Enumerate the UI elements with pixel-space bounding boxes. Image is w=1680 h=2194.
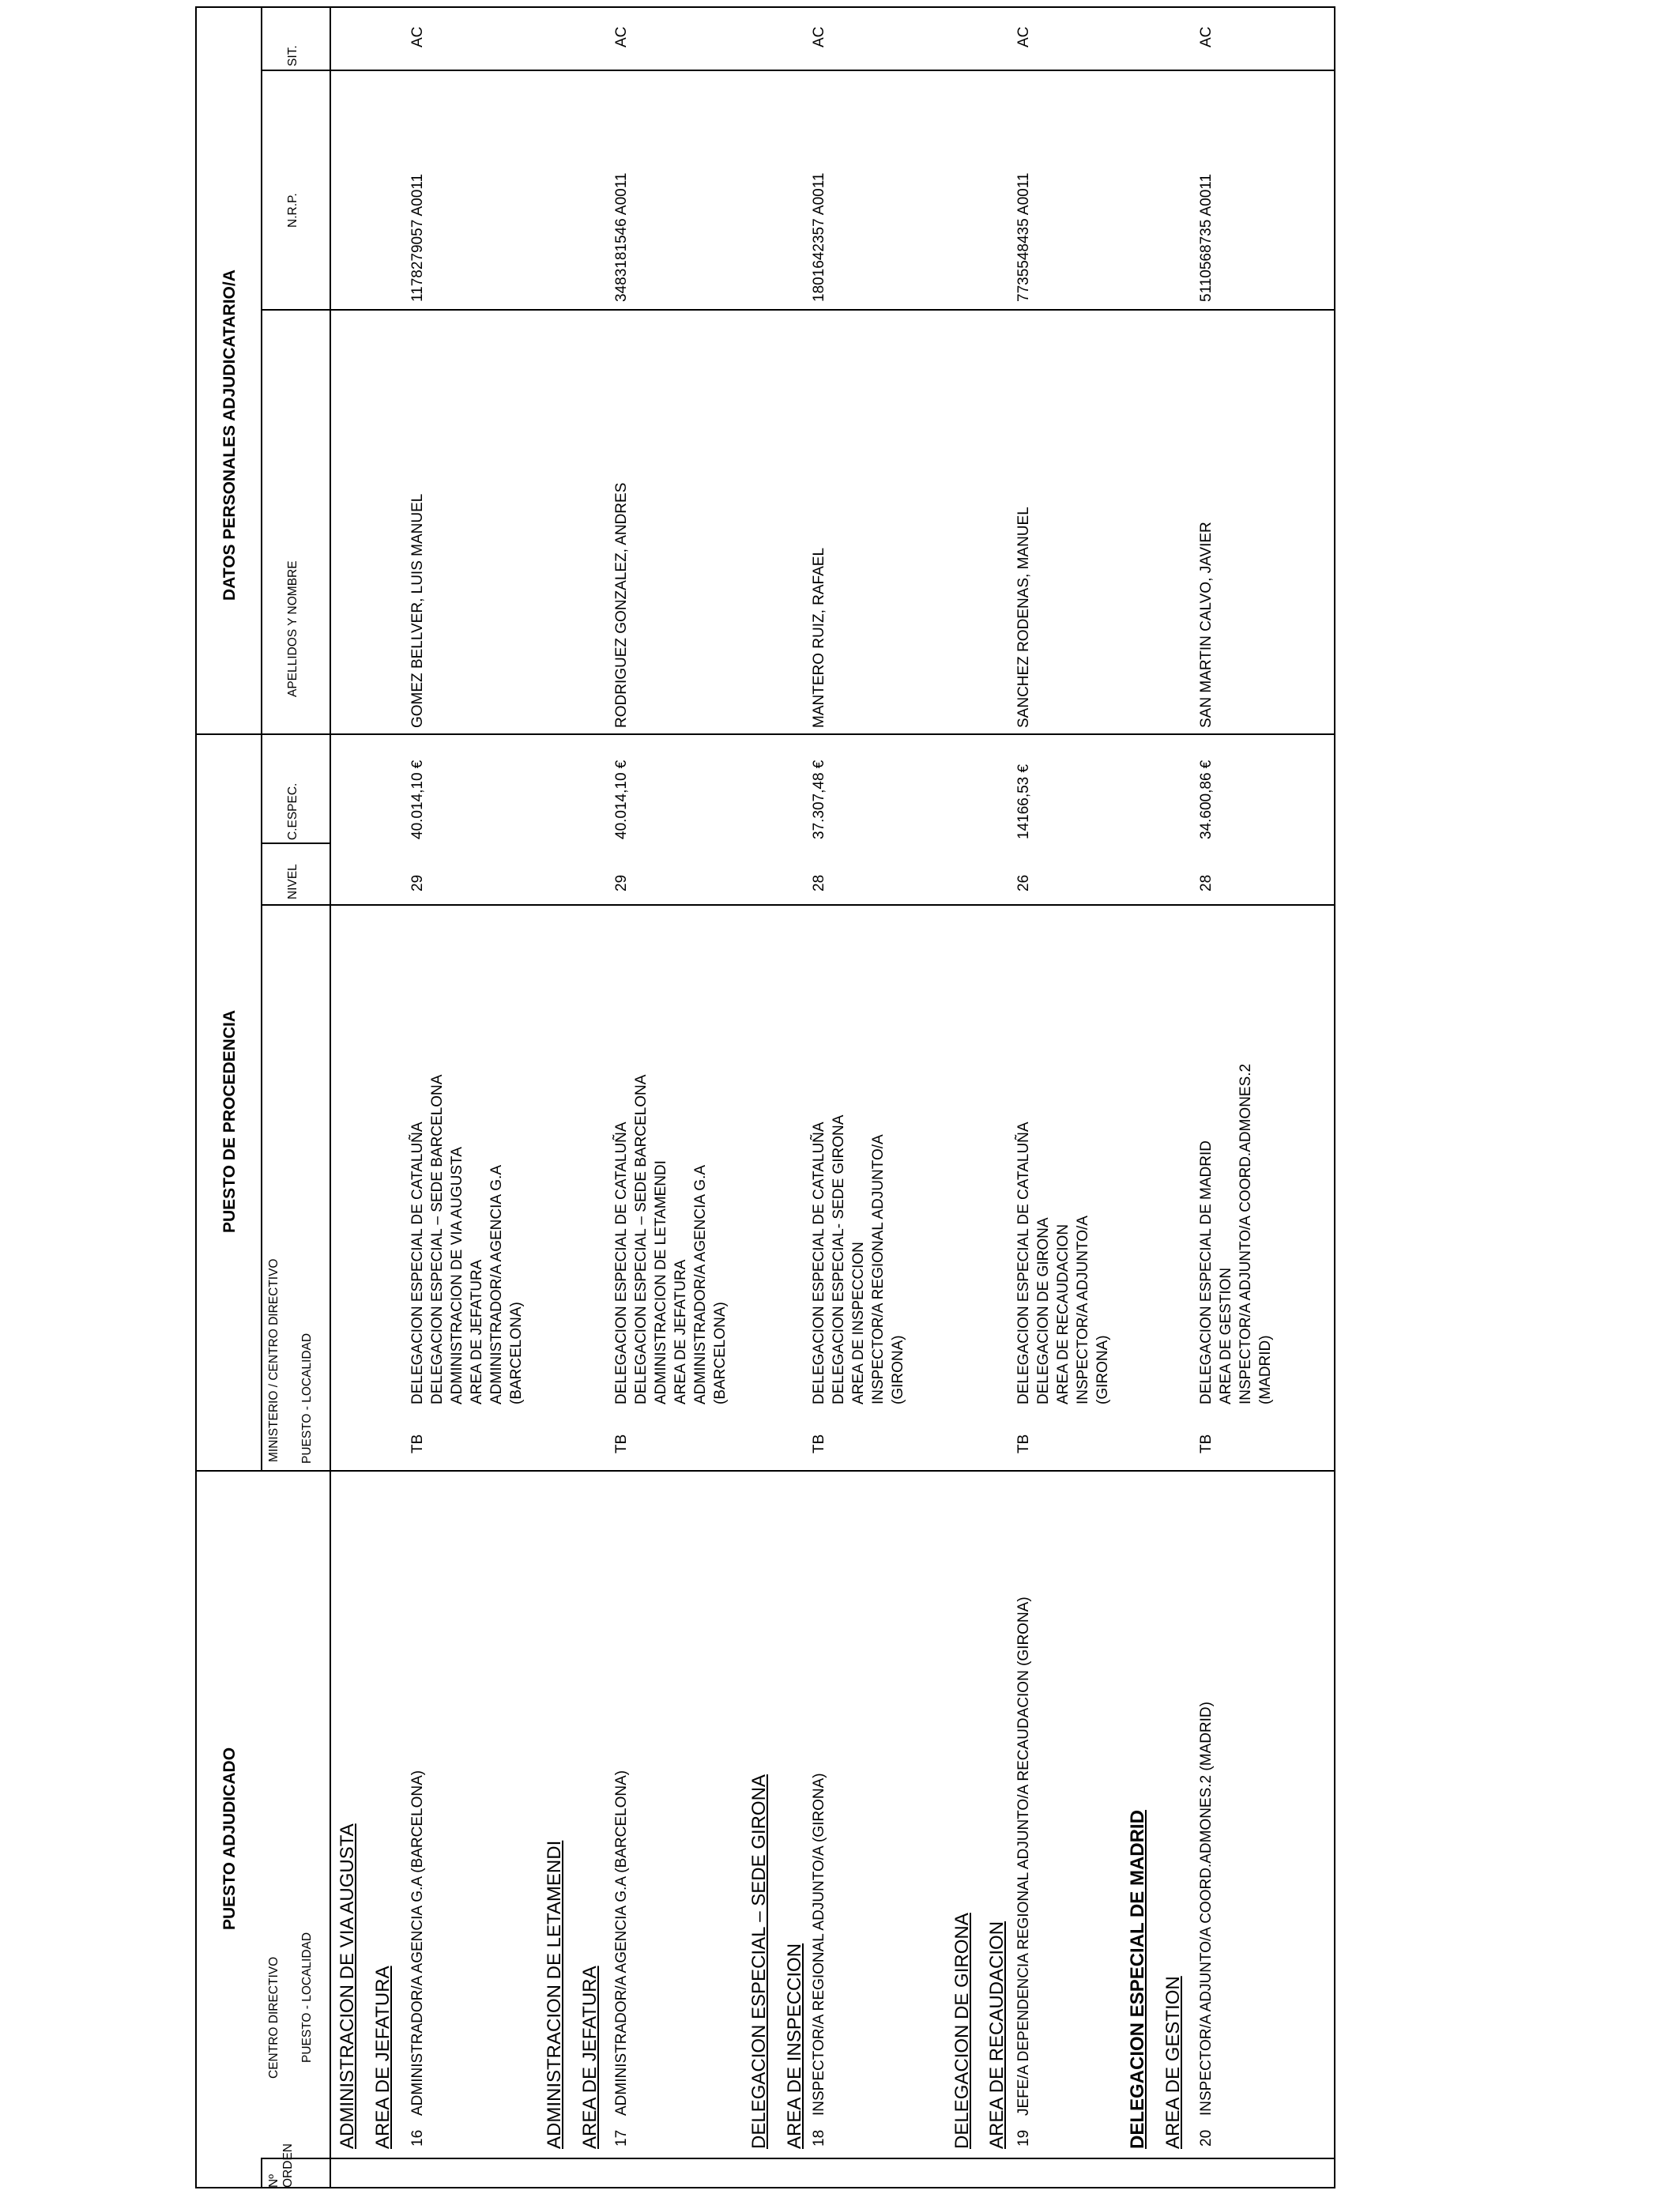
row-nrp: 1801642357 A0011 [811, 172, 827, 302]
section-area: AREA DE GESTION [1162, 1976, 1184, 2149]
row-nrp: 5110568735 A0011 [1198, 173, 1215, 302]
row-nivel: 28 [811, 874, 827, 892]
num-header: Nº [267, 2174, 281, 2188]
row-c-espec: 37.307,48 € [811, 760, 827, 839]
row-sit: AC [811, 26, 827, 47]
col-divider-nivel [261, 904, 1334, 906]
datos-personales-header: DATOS PERSONALES ADJUDICATARIO/A [220, 270, 239, 601]
row-nivel: 26 [1015, 874, 1032, 892]
section-centro: DELEGACION ESPECIAL – SEDE GIRONA [748, 1774, 770, 2149]
section-area: AREA DE JEFATURA [372, 1966, 394, 2149]
table-border-top [195, 6, 1335, 8]
section-area: AREA DE INSPECCION [784, 1943, 805, 2149]
nivel-header: NIVEL [286, 864, 299, 899]
row-nombre: GOMEZ BELLVER, LUIS MANUEL [409, 493, 426, 728]
row-puesto: ADMINISTRADOR/A AGENCIA G.A (BARCELONA) [613, 1770, 630, 2116]
row-nrp: 1178279057 A0011 [409, 173, 426, 302]
row-procedencia: DELEGACION ESPECIAL DE CATALUÑA DELEGACION ESPECIAL – SEDE BARCELONA ADMINISTRACION DE LETAMENDI AREA DE JEFATURA ADMINISTRADOR/A AGENCIA G.A (BARCELONA) [613, 1074, 729, 1404]
row-c-espec: 40.014,10 € [613, 760, 630, 839]
row-c-espec: 14166,53 € [1015, 763, 1032, 839]
row-nrp: 7735548435 A0011 [1015, 172, 1032, 302]
row-procedencia: DELEGACION ESPECIAL DE CATALUÑA DELEGACION DE GIRONA AREA DE RECAUDACION INSPECTOR/A ADJUNTO/A (GIRONA) [1015, 1122, 1111, 1404]
centro-directivo-header: CENTRO DIRECTIVO [267, 1956, 281, 2079]
header-band-divider-2 [261, 2158, 262, 2188]
section-area: AREA DE RECAUDACION [986, 1921, 1008, 2149]
row-grupo: TB [1015, 1434, 1032, 1453]
col-divider-apellidos-nrp [261, 309, 1334, 311]
row-orden: 16 [409, 2129, 426, 2147]
puesto-localidad-header: PUESTO - LOCALIDAD [300, 1932, 314, 2063]
row-grupo: TB [1198, 1434, 1215, 1453]
table-border-right [1334, 6, 1335, 2188]
row-grupo: TB [613, 1434, 630, 1453]
row-orden: 18 [811, 2129, 827, 2147]
row-nombre: SAN MARTIN CALVO, JAVIER [1198, 522, 1215, 728]
table-border-bottom [195, 2187, 1335, 2188]
header-body-divider [330, 6, 331, 2188]
row-orden: 17 [613, 2129, 630, 2147]
row-nivel: 29 [409, 874, 426, 892]
c-espec-header: C.ESPEC. [286, 782, 299, 840]
ministerio-centro-header: MINISTERIO / CENTRO DIRECTIVO [267, 1258, 281, 1462]
section-centro: ADMINISTRACION DE VIA AUGUSTA [337, 1823, 358, 2149]
row-nivel: 29 [613, 874, 630, 892]
row-procedencia: DELEGACION ESPECIAL DE MADRID AREA DE GESTION INSPECTOR/A ADJUNTO/A COORD.ADMONES.2 (MADRID) [1198, 1063, 1274, 1404]
row-puesto: ADMINISTRADOR/A AGENCIA G.A (BARCELONA) [409, 1770, 426, 2116]
header-band-divider [261, 6, 262, 1471]
puesto-adjudicado-header: PUESTO ADJUDICADO [220, 1747, 239, 1930]
row-c-espec: 40.014,10 € [409, 760, 426, 839]
col-divider-nivel-cespec [261, 843, 330, 844]
section-centro: DELEGACION DE GIRONA [951, 1913, 973, 2149]
table-border-left [195, 6, 197, 2188]
row-puesto: JEFE/A DEPENDENCIA REGIONAL ADJUNTO/A RECAUDACION (GIRONA) [1015, 1596, 1032, 2116]
row-procedencia: DELEGACION ESPECIAL DE CATALUÑA DELEGACION ESPECIAL- SEDE GIRONA AREA DE INSPECCION INSPECTOR/A REGIONAL ADJUNTO/A (GIRONA) [811, 1114, 906, 1404]
row-puesto: INSPECTOR/A ADJUNTO/A COORD.ADMONES.2 (MADRID) [1198, 1702, 1215, 2116]
row-sit: AC [409, 26, 426, 47]
row-puesto: INSPECTOR/A REGIONAL ADJUNTO/A (GIRONA) [811, 1773, 827, 2116]
group-divider-procedencia-adjudicado [195, 1470, 1335, 1472]
row-sit: AC [1198, 26, 1215, 47]
row-nombre: MANTERO RUIZ, RAFAEL [811, 547, 827, 728]
row-sit: AC [613, 26, 630, 47]
nrp-header: N.R.P. [286, 193, 299, 228]
row-nrp: 3483181546 A0011 [613, 172, 630, 302]
apellidos-header: APELLIDOS Y NOMBRE [286, 560, 299, 697]
puesto-procedencia-header: PUESTO DE PROCEDENCIA [220, 1010, 239, 1233]
col-divider-orden [261, 2158, 1334, 2159]
row-c-espec: 34.600,86 € [1198, 760, 1215, 839]
sit-header: SIT. [286, 45, 299, 66]
col-divider-nrp-sit [261, 70, 1334, 71]
row-orden: 19 [1015, 2129, 1032, 2147]
row-procedencia: DELEGACION ESPECIAL DE CATALUÑA DELEGACION ESPECIAL – SEDE BARCELONA ADMINISTRACION DE VIA AUGUSTA AREA DE JEFATURA ADMINISTRADOR/A AGENCIA G.A (BARCELONA) [409, 1074, 525, 1404]
group-divider-datos-procedencia [195, 733, 1335, 735]
procedencia-localidad-header: PUESTO - LOCALIDAD [300, 1333, 314, 1464]
section-centro: ADMINISTRACION DE LETAMENDI [544, 1840, 565, 2149]
row-orden: 20 [1198, 2129, 1215, 2147]
row-nivel: 28 [1198, 874, 1215, 892]
row-grupo: TB [409, 1434, 426, 1453]
section-centro: DELEGACION ESPECIAL DE MADRID [1127, 1810, 1148, 2149]
row-nombre: SANCHEZ RODENAS, MANUEL [1015, 507, 1032, 728]
row-grupo: TB [811, 1434, 827, 1453]
section-area: AREA DE JEFATURA [579, 1966, 601, 2149]
orden-header: ORDEN [281, 2143, 295, 2188]
row-nombre: RODRIGUEZ GONZALEZ, ANDRES [613, 482, 630, 728]
row-sit: AC [1015, 26, 1032, 47]
